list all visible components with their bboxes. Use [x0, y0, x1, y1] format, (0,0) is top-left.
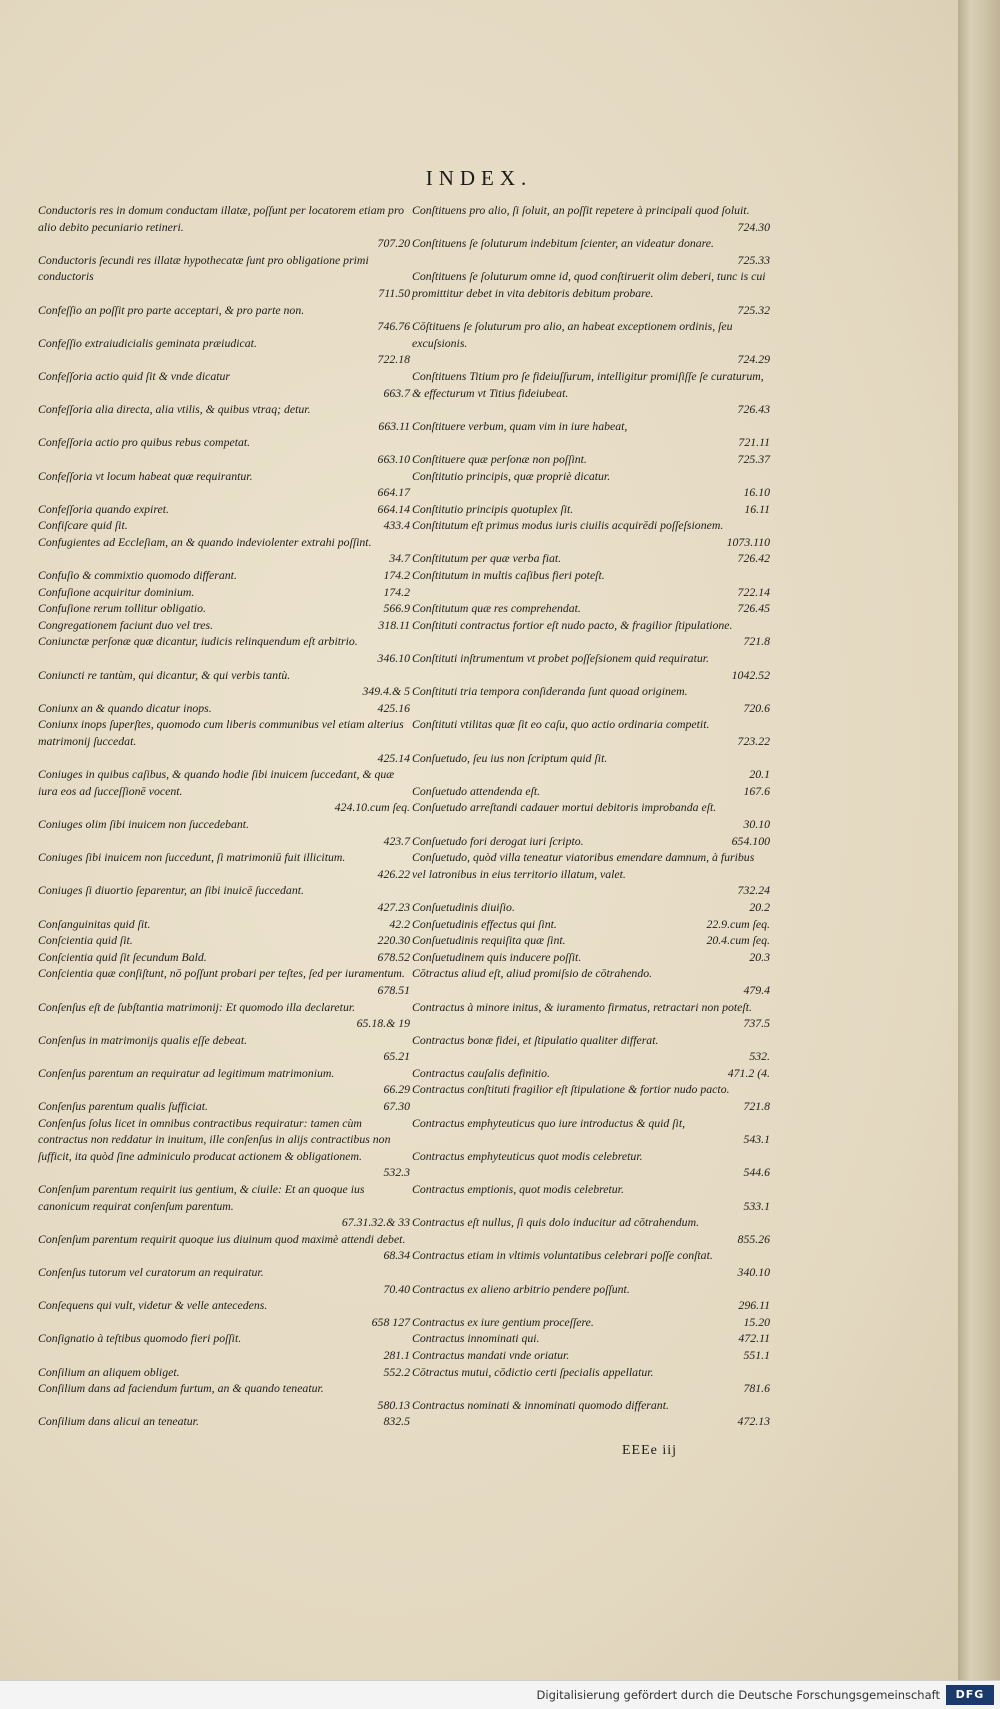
entry-reference: 580.13	[377, 1397, 410, 1412]
entry-text: Contractus emptionis, quot modis celebretur.	[412, 1182, 624, 1197]
entry-text: Cōtractus mutui, cōdictio certi ſpecialis appellatur.	[412, 1364, 654, 1379]
entry-reference: 167.6	[743, 783, 770, 798]
entry-text: Confugientes ad Eccleſiam, an & quando indeviolenter extrahi poſſint.	[38, 534, 372, 549]
entry-text: Contractus ex alieno arbitrio pendere poſſunt.	[412, 1281, 630, 1296]
index-entry	[412, 1115, 770, 1148]
entry-text: Contractus cauſalis definitio.	[412, 1065, 550, 1080]
index-entry	[38, 368, 410, 401]
entry-reference: 658 127	[371, 1314, 410, 1329]
entry-text: Conſilium an aliquem obliget.	[38, 1364, 180, 1379]
entry-text: Conſtituti vtilitas quæ ſit eo caſu, quo actio ordinaria competit.	[412, 717, 710, 732]
entry-text: Conſtituens ſe ſoluturum indebitum ſcienter, an videatur donare.	[412, 236, 714, 251]
entry-reference: 722.18	[377, 352, 410, 367]
entry-reference: 174.2	[383, 584, 410, 599]
entry-text: Contractus nominati & innominati quomodo differant.	[412, 1397, 669, 1412]
index-entry	[412, 318, 770, 368]
index-entry	[38, 1380, 410, 1413]
entry-text: Conſuetudinis requiſita quæ ſint.	[412, 933, 566, 948]
entry-reference: 70.40	[383, 1281, 410, 1296]
entry-reference: 781.6	[743, 1381, 770, 1396]
entry-reference: 472.13	[737, 1414, 770, 1429]
entry-text: Cōtractus aliud eſt, aliud promiſsio de cōtrahendo.	[412, 966, 653, 981]
entry-text: Conſcientia quid ſit ſecundum Bald.	[38, 949, 207, 964]
index-entry	[412, 1181, 770, 1214]
entry-reference: 725.32	[737, 302, 770, 317]
index-entry	[412, 965, 770, 998]
index-entry	[412, 899, 770, 916]
entry-reference: 425.14	[377, 750, 410, 765]
index-entry	[412, 716, 770, 749]
entry-text: Conſuetudo attendenda eſt.	[412, 783, 541, 798]
entry-text: Congregationem faciunt duo vel tres.	[38, 617, 214, 632]
index-entry	[38, 202, 410, 252]
index-entry	[38, 716, 410, 766]
index-entry	[412, 1247, 770, 1280]
entry-reference: 68.34	[383, 1248, 410, 1263]
index-entry	[38, 882, 410, 915]
entry-reference: 318.11	[378, 617, 410, 632]
entry-text: Conſuetudinis effectus qui ſint.	[412, 916, 557, 931]
entry-text: Conſuetudinis diuiſio.	[412, 899, 515, 914]
entry-reference: 721.8	[743, 1099, 770, 1114]
index-entry	[412, 1314, 770, 1331]
entry-text: Conſuetudo fori derogat iuri ſcripto.	[412, 833, 584, 848]
entry-text: Confuſio & commixtio quomodo differant.	[38, 568, 237, 583]
entry-text: Coniunx inops ſuperſtes, quomodo cum liberis communibus vel etiam alterius matrimonij ſuccedat.	[38, 717, 404, 748]
entry-text: Contractus emphyteuticus quo iure introductus & quid ſit,	[412, 1115, 686, 1130]
entry-reference: 30.10	[743, 816, 770, 831]
index-entry	[412, 683, 770, 716]
index-entry	[38, 932, 410, 949]
entry-reference: 20.3	[749, 949, 770, 964]
entry-text: Conſuetudinem quis inducere poſſit.	[412, 949, 582, 964]
entry-text: Confeſſoria actio quid ſit & vnde dicatur	[38, 368, 231, 383]
index-entry	[412, 567, 770, 600]
index-entry	[412, 501, 770, 518]
entry-text: Conſtituti contractus fortior eſt nudo pacto, & fragilior ſtipulatione.	[412, 617, 733, 632]
index-entry	[38, 700, 410, 717]
page-edge	[958, 0, 1000, 1680]
entry-reference: 720.6	[743, 700, 770, 715]
entry-text: Conſenſus ſolus licet in omnibus contractibus requiratur: tamen cùm contractus non reddatur in inuitum, ille conſenſus in alijs contractibus non ſufficit, ita quòd ſine adminiculo producat actionem & obligationem.	[38, 1115, 391, 1163]
entry-text: Conſtituti tria tempora conſideranda ſunt quoad originem.	[412, 684, 688, 699]
entry-reference: 726.45	[737, 601, 770, 616]
entry-text: Confeſſoria actio pro quibus rebus competat.	[38, 435, 251, 450]
entry-reference: 42.2	[389, 916, 410, 931]
index-entry	[38, 517, 410, 534]
entry-text: Conſenſum parentum requirit ius gentium, & ciuile: Et an quoque ius canonicum requirat conſenſum parentum.	[38, 1182, 365, 1213]
entry-reference: 724.29	[737, 352, 770, 367]
entry-text: Conſtitutio principis quotuplex ſit.	[412, 501, 574, 516]
entry-text: Contractus innominati qui.	[412, 1331, 540, 1346]
entry-text: Confeſſoria quando expiret.	[38, 501, 169, 516]
entry-reference: 281.1	[383, 1347, 410, 1362]
entry-reference: 20.1	[749, 767, 770, 782]
index-entry	[38, 816, 410, 849]
entry-text: Conſequens qui vult, videtur & velle antecedens.	[38, 1298, 268, 1313]
entry-reference: 15.20	[743, 1314, 770, 1329]
index-entry	[412, 468, 770, 501]
index-entry	[38, 965, 410, 998]
entry-text: Conductoris ſecundi res illatæ hypothecatæ ſunt pro obligatione primi conductoris	[38, 252, 369, 284]
entry-text: Coniuncti re tantùm, qui dicantur, & qui verbis tantù.	[38, 667, 291, 682]
entry-text: Confeſſoria alia directa, alia vtilis, & quibus vtraq; detur.	[38, 402, 311, 417]
index-entry	[412, 1364, 770, 1397]
entry-reference: 424.10.cum ſeq.	[334, 800, 410, 815]
index-entry	[38, 1181, 410, 1231]
entry-reference: 67.31.32.& 33	[341, 1215, 410, 1230]
index-entry	[412, 235, 770, 268]
index-entry	[412, 750, 770, 783]
entry-reference: 723.22	[737, 734, 770, 748]
index-entry	[38, 1115, 410, 1181]
entry-reference: 544.6	[743, 1165, 770, 1180]
page-header: INDEX.	[425, 166, 533, 190]
index-entry	[38, 501, 410, 518]
entry-reference: 65.21	[383, 1049, 410, 1064]
entry-text: Conſenſus eſt de ſubſtantia matrimonij: Et quomodo illa declaretur.	[38, 999, 356, 1014]
entry-text: Contractus bonæ fidei, et ſtipulatio qualiter differat.	[412, 1032, 659, 1047]
index-column-right	[412, 202, 770, 1430]
index-entry	[412, 1397, 770, 1430]
footer-bar	[0, 1680, 1000, 1709]
index-entry	[412, 617, 770, 650]
index-entry	[38, 600, 410, 617]
index-entry	[412, 1281, 770, 1314]
index-entry	[38, 667, 410, 700]
index-entry	[38, 1065, 410, 1098]
entry-reference: 678.51	[377, 982, 410, 997]
index-entry	[38, 999, 410, 1032]
index-entry	[412, 418, 770, 451]
index-entry	[38, 1297, 410, 1330]
entry-text: Conſenſum parentum requirit quoque ius diuinum quod maximè attendi debet.	[38, 1231, 406, 1246]
index-entry	[412, 368, 770, 418]
entry-reference: 425.16	[377, 700, 410, 715]
index-entry	[38, 1098, 410, 1115]
entry-text: Confuſione acquiritur dominium.	[38, 584, 195, 599]
entry-text: Conſtituere quæ perſonæ non poſſint.	[412, 451, 587, 466]
entry-reference: 16.11	[744, 501, 770, 516]
entry-text: Contractus emphyteuticus quot modis celebretur.	[412, 1148, 643, 1163]
entry-reference: 664.17	[377, 485, 410, 500]
index-entry	[38, 633, 410, 666]
entry-reference: 543.1	[743, 1132, 770, 1147]
entry-text: Conſtituens pro alio, ſi ſoluit, an poſſit repetere à principali quod ſoluit.	[412, 203, 750, 217]
entry-text: Coniuges in quibus caſibus, & quando hodie ſibi inuicem ſuccedant, & quæ iura eos ad ſucceſſionē vocent.	[38, 767, 395, 798]
index-entry	[38, 584, 410, 601]
entry-reference: 678.52	[377, 949, 410, 964]
index-entry	[412, 268, 770, 318]
entry-reference: 654.100	[731, 833, 770, 848]
entry-text: Coniunx an & quando dicatur inops.	[38, 700, 212, 715]
entry-text: Conſcientia quid ſit.	[38, 933, 133, 948]
entry-text: Conſtitutum eſt primus modus iuris ciuilis acquirēdi poſſeſsionem.	[412, 518, 724, 533]
entry-text: Conſenſus in matrimonijs qualis eſſe debeat.	[38, 1032, 248, 1047]
entry-reference: 346.10	[377, 651, 410, 666]
index-entry	[412, 949, 770, 966]
entry-text: Contractus ex iure gentium proceſſere.	[412, 1314, 594, 1329]
entry-text: Conſtituens ſe ſoluturum omne id, quod conſtiruerit olim deberi, tunc is cui promittitur debet in vita debitoris debitum probare.	[412, 269, 766, 300]
entry-reference: 220.30	[377, 933, 410, 948]
index-entry	[38, 434, 410, 467]
entry-text: Conſtituens Titium pro ſe fideiuſſurum, intelligitur promiſiſſe ſe curaturum, & effecturum vt Titius fideiubeat.	[412, 368, 764, 400]
index-entry	[412, 1330, 770, 1347]
index-entry	[412, 799, 770, 832]
index-entry	[412, 1148, 770, 1181]
entry-reference: 855.26	[737, 1231, 770, 1246]
entry-text: Conſilium dans alicui an teneatur.	[38, 1414, 199, 1429]
entry-reference: 532.3	[383, 1165, 410, 1180]
dfg-logo: DFG	[946, 1685, 994, 1705]
index-entry	[38, 567, 410, 584]
entry-reference: 721.11	[738, 435, 770, 450]
entry-reference: 724.30	[737, 219, 770, 234]
entry-reference: 722.14	[737, 584, 770, 599]
entry-text: Conſignatio à teſtibus quomodo fieri poſſit.	[38, 1331, 242, 1346]
entry-text: Coniuges ſibi inuicem non ſuccedunt, ſi matrimoniū fuit illicitum.	[38, 850, 346, 865]
entry-reference: 426.22	[377, 866, 410, 881]
entry-text: Conſuetudo arreſtandi cadauer mortui debitoris improbanda eſt.	[412, 800, 717, 815]
index-entry	[38, 1264, 410, 1297]
index-entry	[412, 932, 770, 949]
entry-text: Conſuetudo, ſeu ius non ſcriptum quid ſit.	[412, 750, 608, 765]
entry-text: Cōſtituens ſe ſoluturum pro alio, an habeat exceptionem ordinis, ſeu excuſsionis.	[412, 319, 733, 350]
index-entry	[38, 252, 410, 302]
entry-reference: 349.4.& 5	[362, 684, 410, 699]
entry-reference: 721.8	[743, 634, 770, 649]
entry-reference: 340.10	[737, 1265, 770, 1279]
index-entry	[412, 1032, 770, 1065]
entry-text: Conſilium dans ad faciendum furtum, an & quando teneatur.	[38, 1381, 324, 1396]
index-entry	[38, 949, 410, 966]
index-entry	[412, 1347, 770, 1364]
entry-text: Conſtitutum per quæ verba fiat.	[412, 551, 562, 566]
index-entry	[38, 302, 410, 335]
entry-text: Contractus mandati vnde oriatur.	[412, 1347, 570, 1362]
index-entry	[412, 999, 770, 1032]
index-entry	[412, 517, 770, 550]
entry-reference: 664.14	[377, 501, 410, 516]
entry-reference: 67.30	[383, 1099, 410, 1114]
entry-reference: 34.7	[389, 551, 410, 566]
index-entry	[38, 766, 410, 816]
index-entry	[38, 401, 410, 434]
entry-reference: 726.43	[737, 402, 770, 417]
entry-reference: 725.37	[737, 451, 770, 466]
entry-text: Contractus eſt nullus, ſi quis dolo inducitur ad cōtrahendum.	[412, 1215, 700, 1230]
entry-text: Contractus etiam in vltimis voluntatibus celebrari poſſe conſtat.	[412, 1248, 713, 1263]
entry-text: Coniunctæ perſonæ quæ dicantur, iudicis relinquendum eſt arbitrio.	[38, 634, 358, 649]
entry-text: Confiſcare quid ſit.	[38, 518, 128, 533]
entry-text: Conſtituere verbum, quam vim in iure habeat,	[412, 418, 628, 433]
entry-reference: 479.4	[743, 982, 770, 997]
entry-text: Conſenſus tutorum vel curatorum an requiratur.	[38, 1265, 264, 1279]
entry-reference: 746.76	[377, 319, 410, 334]
index-entry	[38, 1330, 410, 1363]
entry-reference: 174.2	[383, 568, 410, 583]
entry-reference: 1073.110	[726, 534, 770, 549]
entry-text: Conductoris res in domum conductam illatæ, poſſunt per locatorem etiam pro alio debito pecuniario retineri.	[38, 203, 405, 234]
entry-reference: 65.18.& 19	[356, 1016, 410, 1031]
entry-text: Conſenſus parentum qualis ſufficiat.	[38, 1099, 208, 1114]
entry-text: Conſcientia quæ conſiſtunt, nō poſſunt probari per teſtes, ſed per iuramentum.	[38, 966, 405, 981]
entry-reference: 737.5	[743, 1016, 770, 1031]
index-entry	[412, 833, 770, 850]
entry-reference: 433.4	[383, 518, 410, 533]
entry-reference: 471.2 (4.	[727, 1065, 770, 1080]
index-entry	[412, 600, 770, 617]
entry-reference: 532.	[749, 1049, 770, 1064]
entry-reference: 22.9.cum ſeq.	[706, 916, 770, 931]
entry-reference: 726.42	[737, 551, 770, 566]
signature-mark: EEEe iij	[622, 1443, 678, 1458]
entry-text: Confuſione rerum tollitur obligatio.	[38, 601, 207, 616]
index-entry	[38, 849, 410, 882]
entry-text: Contractus conſtituti fragilior eſt ſtipulatione & fortior nudo pacto.	[412, 1082, 730, 1097]
entry-reference: 725.33	[737, 252, 770, 267]
entry-text: Confeſſoria vt locum habeat quæ requirantur.	[38, 468, 253, 483]
entry-text: Conſtitutum in multis caſibus fieri poteſt.	[412, 568, 605, 583]
entry-text: Coniuges olim ſibi inuicem non ſuccedebant.	[38, 816, 249, 831]
index-entry	[38, 617, 410, 634]
entry-text: Conſtitutio principis, quæ propriè dicatur.	[412, 468, 611, 483]
entry-reference: 832.5	[383, 1414, 410, 1429]
entry-reference: 296.11	[738, 1298, 770, 1313]
entry-reference: 663.10	[377, 451, 410, 466]
entry-text: Conſenſus parentum an requiratur ad legitimum matrimonium.	[38, 1065, 335, 1080]
entry-reference: 663.11	[378, 418, 410, 433]
index-entry	[412, 783, 770, 800]
index-entry	[38, 1032, 410, 1065]
entry-reference: 20.4.cum ſeq.	[706, 933, 770, 948]
index-entry	[412, 916, 770, 933]
entry-reference: 566.9	[383, 601, 410, 616]
entry-text: Confeſſio an poſſit pro parte acceptari, & pro parte non.	[38, 302, 305, 317]
entry-reference: 732.24	[737, 883, 770, 898]
index-entry	[412, 849, 770, 899]
entry-text: Confeſſio extraiudicialis geminata præiudicat.	[38, 335, 257, 350]
entry-reference: 707.20	[377, 236, 410, 251]
entry-reference: 551.1	[743, 1347, 770, 1362]
entry-reference: 711.50	[378, 285, 410, 300]
index-entry	[38, 468, 410, 501]
entry-text: Coniuges ſi diuortio ſeparentur, an ſibi inuicē ſuccedant.	[38, 883, 304, 898]
entry-reference: 472.11	[738, 1331, 770, 1346]
entry-reference: 20.2	[749, 899, 770, 914]
entry-reference: 427.23	[377, 899, 410, 914]
index-entry	[38, 335, 410, 368]
entry-reference: 1042.52	[731, 667, 770, 682]
index-entry	[412, 650, 770, 683]
entry-reference: 533.1	[743, 1198, 770, 1213]
entry-text: Conſtitutum quæ res comprehendat.	[412, 601, 581, 616]
entry-reference: 16.10	[743, 485, 770, 500]
index-entry	[412, 1065, 770, 1082]
index-entry	[412, 451, 770, 468]
entry-text: Conſanguinitas quid ſit.	[38, 916, 151, 931]
index-entry	[38, 1413, 410, 1430]
index-column-left	[38, 202, 410, 1430]
index-entry	[38, 534, 410, 567]
index-entry	[412, 1214, 770, 1247]
entry-reference: 552.2	[383, 1364, 410, 1379]
entry-text: Conſuetudo, quòd villa teneatur viatoribus emendare damnum, à furibus vel latronibus in eius territorio illatum, valet.	[412, 850, 755, 881]
entry-text: Contractus à minore initus, & iuramento firmatus, retractari non poteſt.	[412, 999, 752, 1014]
footer-credit: Digitalisierung gefördert durch die Deutsche Forschungsgemeinschaft	[536, 1688, 940, 1702]
entry-reference: 423.7	[383, 833, 410, 848]
entry-reference: 663.7	[383, 385, 410, 400]
index-entry	[38, 1231, 410, 1264]
entry-text: Conſtituti inſtrumentum vt probet poſſeſsionem quid requiratur.	[412, 651, 709, 666]
index-entry	[38, 916, 410, 933]
index-entry	[412, 1081, 770, 1114]
index-entry	[412, 550, 770, 567]
entry-reference: 66.29	[383, 1082, 410, 1097]
index-entry	[38, 1364, 410, 1381]
index-entry	[412, 202, 770, 235]
